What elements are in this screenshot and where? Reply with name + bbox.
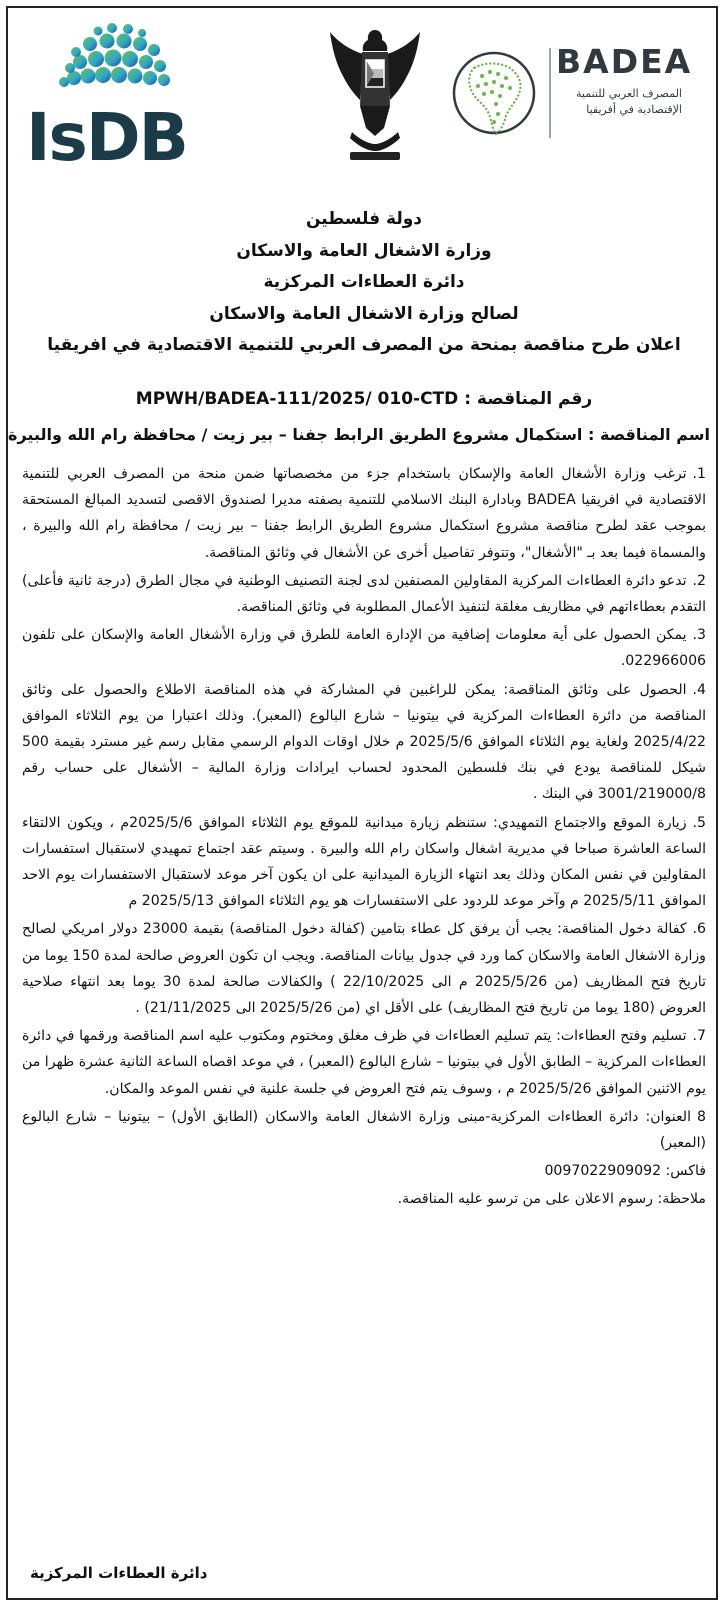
badea-africa-map-icon: [448, 38, 540, 148]
header-announcement-title: اعلان طرح مناقصة بمنحة من المصرف العربي للتنمية الاقتصادية في افريقيا: [47, 335, 681, 355]
clause-7: 7.تسليم وفتح العطاءات: يتم تسليم العطاءات في ظرف مغلق ومختوم ومكتوب عليه اسم المناقصة ورقمها في دائرة العطاءات المركزية – الطابق الأول في بيتونيا – شارع البالوع (المعبر) ، في موعد اقصاه الساعة الثانية عشرة ظهرا من يوم الاثنين الموافق 2025/5/26 م ، وسوف يتم فتح العروض في جلسة علنية في نفس الموعد والمكان.: [22, 1028, 706, 1097]
badea-logo: [448, 36, 698, 156]
tender-number: [8, 386, 720, 412]
fax-line: فاكس: 0097022909092: [544, 1163, 706, 1180]
clause-1: 1.ترغب وزارة الأشغال العامة والإسكان باستخدام جزء من مخصصاتها ضمن منحة من المصرف العربي للتنمية الاقتصادية في افريقيا BADEA وبادارة البنك الاسلامي للتنمية بصفته مديرا لصندوق الاقصى لتسديد المبالغ المستحقة بموجب عقد لطرح مناقصة مشروع استكمال مشروع الطريق الرابط جفنا – بير زيت / محافظة رام الله والبيرة ، والمسماة فيما بعد بـ "الأشغال"، وتتوفر تفاصيل أخرى عن الأشغال في وثائق المناقصة.: [22, 466, 706, 561]
header-beneficiary: لصالح وزارة الاشغال العامة والاسكان: [209, 303, 519, 324]
isdb-logo: [26, 22, 191, 176]
clause-5: 5.زيارة الموقع والاجتماع التمهيدي: ستنظم زيارة ميدانية للموقع يوم الثلاثاء الموافق 2025/5/6م ، ويكون الالتقاء الساعة العاشرة صباحا في مديرية اشغال واسكان رام الله والبيرة . وسيتم عقد اجتماع تمهيدي لاستقبال استفسارات المقاولين في نفس المكان وذلك بعد انتهاء الزيارة الميدانية على ان يكون آخر موعد لاستقبال الاستفسارات يوم الاحد الموافق 2025/5/11 م وآخر موعد للردود على الاستفسارات هو يوم الثلاثاء الموافق 2025/5/13 م: [22, 814, 706, 910]
advertisement-frame: [6, 6, 718, 1600]
header-ministry: وزارة الاشغال العامة والاسكان: [236, 240, 492, 261]
clause-6: 6.كفالة دخول المناقصة: يجب أن يرفق كل عطاء بتامين (كفالة دخول المناقصة) بقيمة 23000 دولار امريكي لصالح وزارة الاشغال العامة والاسكان كما ورد في جدول بيانات المناقصة. ويجب ان تكون العروض صالحة لمدة 150 يوما من تاريخ فتح المظاريف (من 2025/5/26 م الى 22/10/2025 ) والكفالات صالحة لمدة 30 يوما بعد انتهاء صلاحية العروض (180 يوما من تاريخ فتح المظاريف) على الأقل اي (من 2025/5/26 الى 21/11/2025) .: [22, 921, 707, 1017]
badea-arabic-name: المصرف العربي للتنمية الإقتصادية في أفريقيا: [576, 87, 682, 116]
clause-4: 4.الحصول على وثائق المناقصة: يمكن للراغبين في المشاركة في هذه المناقصة الاطلاع والحصول على وثائق المناقصة من دائرة العطاءات المركزية في بيتونيا – شارع البالوع (المعبر). وذلك اعتبارا من يوم الثلاثاء الموافق 2025/4/22 ولغاية يوم الثلاثاء الموافق 2025/5/6 م خلال اوقات الدوام الرسمي مقابل رسم غير مسترد بقيمة 500 شيكل للمناقصة يودع في بنك فلسطين المحدود لحساب ايرادات وزارة المالية – الأشغال على حساب رقم 3001/219000/8 في البنك .: [22, 681, 706, 803]
isdb-wordmark: IsDB: [26, 99, 187, 176]
signoff: دائرة العطاءات المركزية: [30, 1564, 208, 1582]
badea-wordmark: BADEA: [556, 42, 693, 81]
clause-3: 3.يمكن الحصول على أية معلومات إضافية من الإدارة العامة للطرق في وزارة الأشغال العامة والإسكان على تلفون 022966006.: [22, 627, 706, 670]
tender-name: اسم المناقصة : استكمال مشروع الطريق الرابط جفنا – بير زيت / محافظة رام الله والبيرة: [8, 425, 710, 444]
tender-number-value: MPWH/BADEA-111/2025/ 010-CTD: [135, 389, 459, 409]
announcement-header: [8, 204, 720, 362]
tender-clauses: [22, 461, 706, 1215]
clause-8: 8العنوان: دائرة العطاءات المركزية-مبنى وزارة الاشغال العامة والاسكان (الطابق الأول) – بيتونيا – شارع البالوع (المعبر): [22, 1108, 706, 1152]
note-line: ملاحظة: رسوم الاعلان على من ترسو عليه المناقصة.: [397, 1191, 706, 1208]
header-state: دولة فلسطين: [305, 209, 423, 229]
fax-number: 0097022909092: [544, 1163, 662, 1180]
logo-row: [8, 8, 720, 178]
palestine-eagle-emblem-icon: [326, 24, 424, 164]
clause-2: 2.تدعو دائرة العطاءات المركزية المقاولين المصنفين لدى لجنة التصنيف الوطنية في مجال الطرق (درجة ثانية فأعلى) التقدم بعطاءاتهم في مظاريف مغلقة لتنفيذ الأعمال المطلوبة في وثائق المناقصة.: [22, 572, 706, 616]
header-department: دائرة العطاءات المركزية: [263, 272, 465, 292]
badea-divider: [549, 48, 551, 138]
isdb-globe-icon: [52, 22, 182, 92]
tender-number-label: رقم المناقصة :: [464, 389, 593, 409]
